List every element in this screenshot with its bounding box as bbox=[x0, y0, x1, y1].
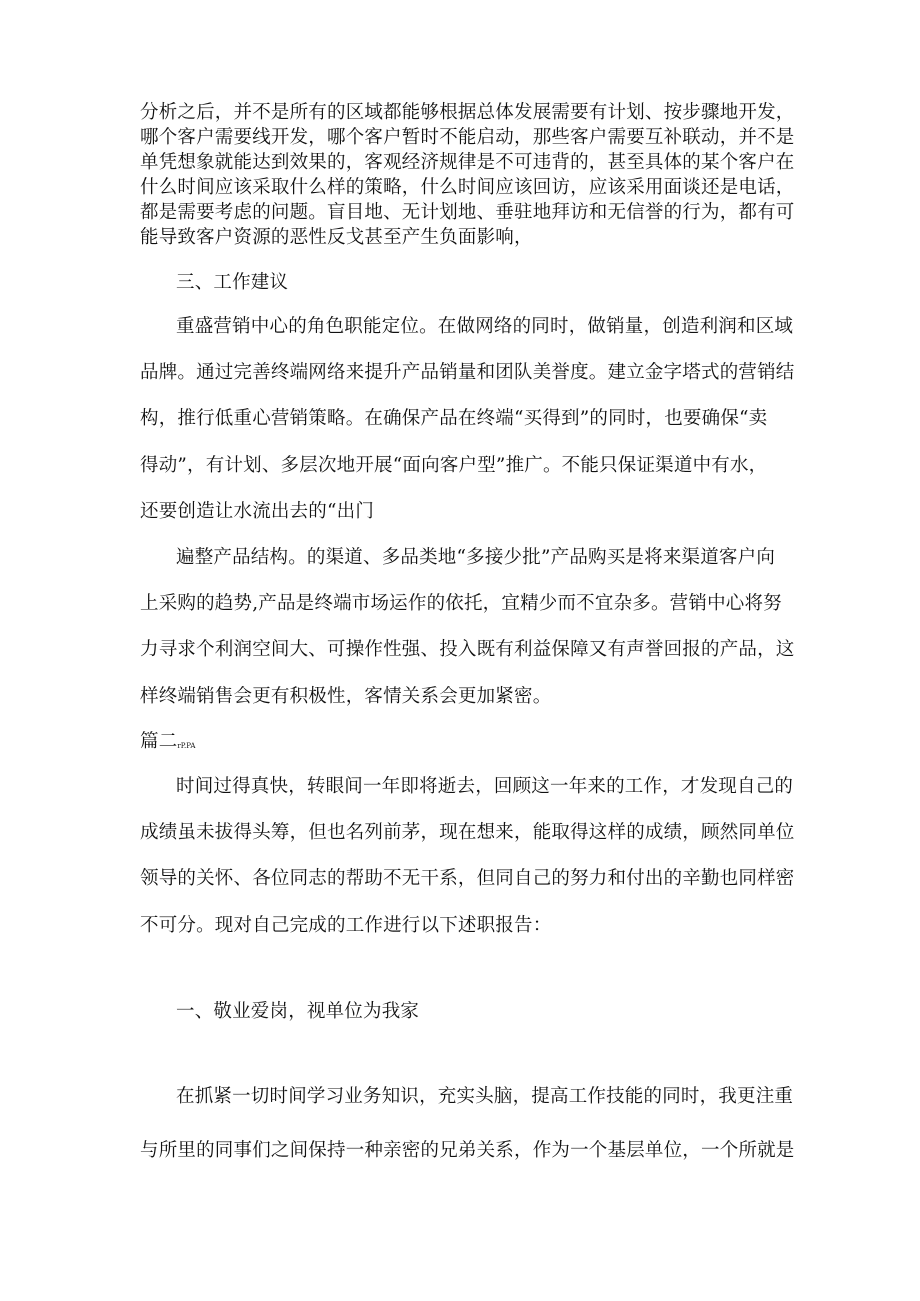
section-title bbox=[140, 730, 195, 757]
paragraph-line: 构，推行低重心营销策略。在确保产品在终端“买得到”的同时，也要确保“卖 bbox=[140, 408, 768, 429]
section-tag: rP.PA bbox=[177, 742, 196, 750]
paragraph-line: 力寻求个利润空间大、可操作性强、投入既有利益保障又有声誉回报的产品，这 bbox=[140, 639, 795, 660]
paragraph-line: 单凭想象就能达到效果的，客观经济规律是不可违背的，甚至具体的某个客户在 bbox=[140, 152, 795, 173]
paragraph-line: 都是需要考虑的问题。盲目地、无计划地、垂驻地拜访和无信誉的行为，都有可 bbox=[140, 202, 795, 223]
paragraph-line: 上采购的趋势,产品是终端市场运作的依托，宜精少而不宜杂多。营销中心将努 bbox=[140, 593, 782, 614]
paragraph-line: 能导致客户资源的恶性反戈甚至产生负面影响， bbox=[140, 227, 533, 248]
paragraph-line: 与所里的同事们之间保持一种亲密的兄弟关系，作为一个基层单位，一个所就是 bbox=[140, 1140, 795, 1161]
paragraph-line: 时间过得真快，转眼间一年即将逝去，回顾这一年来的工作，才发现自己的 bbox=[176, 776, 794, 797]
section-title-text: 篇二 bbox=[140, 731, 178, 752]
paragraph-line: 遍整产品结构。的渠道、多品类地“多接少批”产品购买是将来渠道客户向 bbox=[176, 547, 776, 568]
paragraph-line: 样终端销售会更有积极性，客情关系会更加紧密。 bbox=[140, 686, 552, 707]
paragraph-line: 不可分。现对自己完成的工作进行以下述职报告： bbox=[140, 915, 552, 936]
section-heading: 一、敬业爱岗，视单位为我家 bbox=[176, 1001, 420, 1022]
paragraph-line: 什么时间应该采取什么样的策略，什么时间应该回访，应该采用面谈还是电话， bbox=[140, 177, 795, 198]
paragraph-line: 重盛营销中心的角色职能定位。在做网络的同时，做销量，创造利润和区域 bbox=[176, 316, 794, 337]
section-heading: 三、工作建议 bbox=[176, 272, 289, 293]
paragraph-line: 在抓紧一切时间学习业务知识，充实头脑，提高工作技能的同时，我更注重 bbox=[176, 1086, 794, 1107]
paragraph-line: 领导的关怀、各位同志的帮助不无干系，但同自己的努力和付出的辛勤也同样密 bbox=[140, 868, 795, 889]
paragraph-line: 分析之后，并不是所有的区域都能够根据总体发展需要有计划、按步骤地开发， bbox=[140, 102, 795, 123]
paragraph-line: 品牌。通过完善终端网络来提升产品销量和团队美誉度。建立金字塔式的营销结 bbox=[140, 362, 795, 383]
paragraph-line: 成绩虽未拔得头筹，但也名列前茅，现在想来，能取得这样的成绩，顾然同单位 bbox=[140, 822, 795, 843]
paragraph-line: 哪个客户需要线开发，哪个客户暂时不能启动，那些客户需要互补联动，并不是 bbox=[140, 127, 795, 148]
paragraph-line: 得动”，有计划、多层次地开展“面向客户型”推广。不能只保证渠道中有水， bbox=[140, 455, 768, 476]
paragraph-line: 还要创造让水流出去的“出门 bbox=[140, 501, 375, 522]
